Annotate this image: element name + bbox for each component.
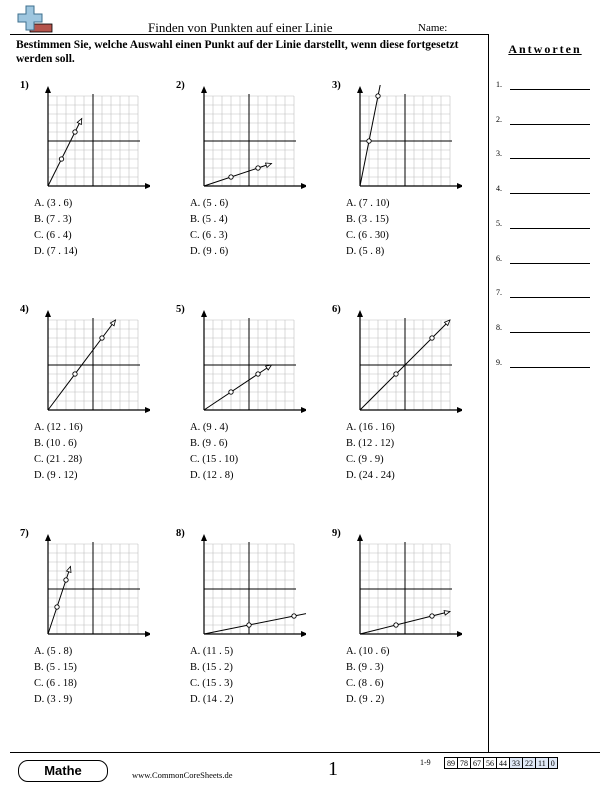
line-arrow-icon	[77, 119, 82, 125]
choices-list	[190, 420, 238, 484]
choice-option[interactable]: B. (10 . 6)	[34, 438, 77, 449]
site-url: www.CommonCoreSheets.de	[132, 770, 233, 780]
problem-number: 8)	[176, 528, 185, 539]
answer-number: 2.	[496, 114, 502, 124]
answer-number: 4.	[496, 184, 502, 194]
choice-option[interactable]: A. (7 . 10)	[346, 198, 390, 209]
data-point	[394, 623, 398, 627]
problem-5	[176, 304, 326, 504]
line-arrow-icon	[266, 163, 272, 167]
data-point	[256, 166, 260, 170]
choice-option[interactable]: D. (7 . 14)	[34, 246, 78, 257]
choice-option[interactable]: D. (9 . 12)	[34, 470, 78, 481]
problem-number: 4)	[20, 304, 29, 315]
choice-option[interactable]: B. (15 . 2)	[190, 662, 233, 673]
choice-option[interactable]: B. (7 . 3)	[34, 214, 72, 225]
problem-1	[20, 80, 170, 280]
choices-list	[346, 644, 389, 708]
line-graph	[186, 309, 306, 419]
x-axis-arrow-icon	[145, 631, 150, 637]
data-point	[64, 578, 68, 582]
choices-list	[346, 420, 395, 484]
choices-list	[34, 644, 77, 708]
answer-number: 8.	[496, 322, 502, 332]
y-axis-arrow-icon	[201, 86, 207, 93]
choice-option[interactable]: B. (5 . 4)	[190, 214, 228, 225]
choice-option[interactable]: D. (5 . 8)	[346, 246, 385, 257]
problem-4	[20, 304, 170, 504]
data-point	[229, 390, 233, 394]
choices-list	[190, 644, 233, 708]
data-point	[394, 372, 398, 376]
answer-blank-line[interactable]	[510, 158, 590, 159]
choice-option[interactable]: C. (15 . 3)	[190, 678, 233, 689]
choice-option[interactable]: A. (3 . 6)	[34, 198, 73, 209]
y-axis-arrow-icon	[201, 310, 207, 317]
choice-option[interactable]: D. (12 . 8)	[190, 470, 234, 481]
answer-number: 6.	[496, 253, 502, 263]
header-divider	[10, 34, 488, 35]
answer-blank-line[interactable]	[510, 89, 590, 90]
answer-blank-line[interactable]	[510, 193, 590, 194]
choice-option[interactable]: D. (9 . 2)	[346, 694, 385, 705]
line-arrow-icon	[266, 365, 272, 370]
choice-option[interactable]: D. (9 . 6)	[190, 246, 229, 257]
problem-number: 7)	[20, 528, 29, 539]
data-point	[430, 614, 434, 618]
problem-7	[20, 528, 170, 728]
y-axis-arrow-icon	[45, 534, 51, 541]
data-point	[292, 614, 296, 618]
page-title: Finden von Punkten auf einer Linie	[148, 20, 333, 35]
answer-row	[496, 219, 502, 228]
choice-option[interactable]: B. (3 . 15)	[346, 214, 389, 225]
brand-badge: Mathe	[18, 760, 108, 782]
data-line	[48, 119, 82, 187]
data-point	[376, 94, 380, 98]
score-cell: 0	[548, 758, 557, 769]
data-point	[367, 139, 371, 143]
data-point	[430, 336, 434, 340]
logo-icon	[16, 4, 56, 34]
choice-option[interactable]: D. (14 . 2)	[190, 694, 234, 705]
line-graph	[30, 309, 150, 419]
problem-9	[332, 528, 482, 728]
choice-option[interactable]: B. (12 . 12)	[346, 438, 395, 449]
page-number: 1	[328, 758, 338, 780]
data-line	[48, 567, 71, 635]
answer-number: 5.	[496, 218, 502, 228]
choices-list	[346, 196, 389, 260]
line-graph	[342, 533, 462, 643]
answer-blank-line[interactable]	[510, 367, 590, 368]
choices-list	[34, 196, 77, 260]
line-graph	[186, 85, 306, 195]
choice-option[interactable]: A. (16 . 16)	[346, 422, 395, 433]
problem-number: 9)	[332, 528, 341, 539]
answer-number: 7.	[496, 288, 502, 298]
data-point	[247, 623, 251, 627]
answer-blank-line[interactable]	[510, 332, 590, 333]
problem-number: 3)	[332, 80, 341, 91]
data-point	[73, 372, 77, 376]
data-point	[100, 336, 104, 340]
choices-list	[190, 196, 228, 260]
problem-number: 2)	[176, 80, 185, 91]
answers-title: Antworten	[508, 42, 582, 56]
score-cell: 56	[484, 758, 497, 769]
x-axis-arrow-icon	[301, 407, 306, 413]
answer-blank-line[interactable]	[510, 228, 590, 229]
answer-row	[496, 149, 502, 158]
score-cell: 22	[523, 758, 536, 769]
problem-number: 1)	[20, 80, 29, 91]
data-point	[59, 157, 63, 161]
problem-number: 6)	[332, 304, 341, 315]
answer-row	[496, 358, 502, 367]
answer-number: 3.	[496, 149, 502, 159]
score-cell: 33	[510, 758, 523, 769]
choice-option[interactable]: A. (12 . 16)	[34, 422, 83, 433]
answer-number: 1.	[496, 80, 502, 89]
line-graph	[342, 309, 462, 419]
data-point	[55, 605, 59, 609]
x-axis-arrow-icon	[145, 183, 150, 189]
y-axis-arrow-icon	[357, 534, 363, 541]
choice-option[interactable]: C. (9 . 9)	[346, 454, 384, 465]
choice-option[interactable]: D. (3 . 9)	[34, 694, 73, 705]
problem-2	[176, 80, 326, 280]
x-axis-arrow-icon	[301, 631, 306, 637]
choice-option[interactable]: C. (6 . 18)	[34, 678, 77, 689]
answer-row	[496, 184, 502, 193]
choice-option[interactable]: B. (9 . 3)	[346, 662, 384, 673]
data-point	[73, 130, 77, 134]
problem-8	[176, 528, 326, 728]
answer-row	[496, 80, 502, 89]
choice-option[interactable]: A. (11 . 5)	[190, 646, 234, 657]
answer-row	[496, 115, 502, 124]
score-cell: 89	[445, 758, 458, 769]
data-line	[204, 164, 272, 187]
problem-number: 5)	[176, 304, 185, 315]
x-axis-arrow-icon	[457, 631, 462, 637]
choice-option[interactable]: A. (5 . 8)	[34, 646, 73, 657]
x-axis-arrow-icon	[301, 183, 306, 189]
x-axis-arrow-icon	[457, 183, 462, 189]
choice-option[interactable]: D. (24 . 24)	[346, 470, 395, 481]
y-axis-arrow-icon	[201, 534, 207, 541]
y-axis-arrow-icon	[357, 310, 363, 317]
choice-option[interactable]: C. (6 . 3)	[190, 230, 228, 241]
choice-option[interactable]: A. (10 . 6)	[346, 646, 390, 657]
answer-row	[496, 254, 502, 263]
x-axis-arrow-icon	[145, 407, 150, 413]
line-graph	[186, 533, 306, 643]
choice-option[interactable]: C. (15 . 10)	[190, 454, 239, 465]
score-table	[444, 757, 558, 769]
footer-divider	[10, 752, 600, 753]
choice-option[interactable]: B. (5 . 15)	[34, 662, 77, 673]
problem-6	[332, 304, 482, 504]
line-graph	[30, 85, 150, 195]
score-cell: 78	[458, 758, 471, 769]
line-arrow-icon	[444, 611, 450, 616]
choice-option[interactable]: C. (21 . 28)	[34, 454, 83, 465]
line-arrow-icon	[67, 567, 71, 573]
name-label: Name:	[418, 22, 448, 34]
instructions: Bestimmen Sie, welche Auswahl einen Punkt auf der Linie darstellt, wenn diese fortgesetzt werden soll.	[16, 39, 459, 65]
y-axis-arrow-icon	[357, 86, 363, 93]
score-cell: 11	[536, 758, 549, 769]
data-line	[204, 612, 306, 635]
answer-number: 9.	[496, 357, 502, 367]
y-axis-arrow-icon	[45, 310, 51, 317]
choice-option[interactable]: C. (8 . 6)	[346, 678, 384, 689]
answer-row	[496, 288, 502, 297]
choice-option[interactable]: A. (5 . 6)	[190, 198, 229, 209]
answer-blank-line[interactable]	[510, 263, 590, 264]
data-point	[256, 372, 260, 376]
answer-row	[496, 323, 502, 332]
x-axis-arrow-icon	[457, 407, 462, 413]
data-line	[204, 365, 272, 410]
problem-3	[332, 80, 482, 280]
score-range-label: 1-9	[420, 758, 431, 767]
data-point	[229, 175, 233, 179]
choice-option[interactable]: A. (9 . 4)	[190, 422, 229, 433]
y-axis-arrow-icon	[45, 86, 51, 93]
line-graph	[30, 533, 150, 643]
line-graph	[342, 85, 462, 195]
choice-option[interactable]: B. (9 . 6)	[190, 438, 228, 449]
choice-option[interactable]: C. (6 . 4)	[34, 230, 72, 241]
choice-option[interactable]: C. (6 . 30)	[346, 230, 389, 241]
answers-panel	[488, 34, 601, 752]
score-cell: 44	[497, 758, 510, 769]
data-line	[360, 85, 383, 186]
answer-blank-line[interactable]	[510, 124, 590, 125]
choices-list	[34, 420, 83, 484]
score-cell: 67	[471, 758, 484, 769]
answer-blank-line[interactable]	[510, 297, 590, 298]
